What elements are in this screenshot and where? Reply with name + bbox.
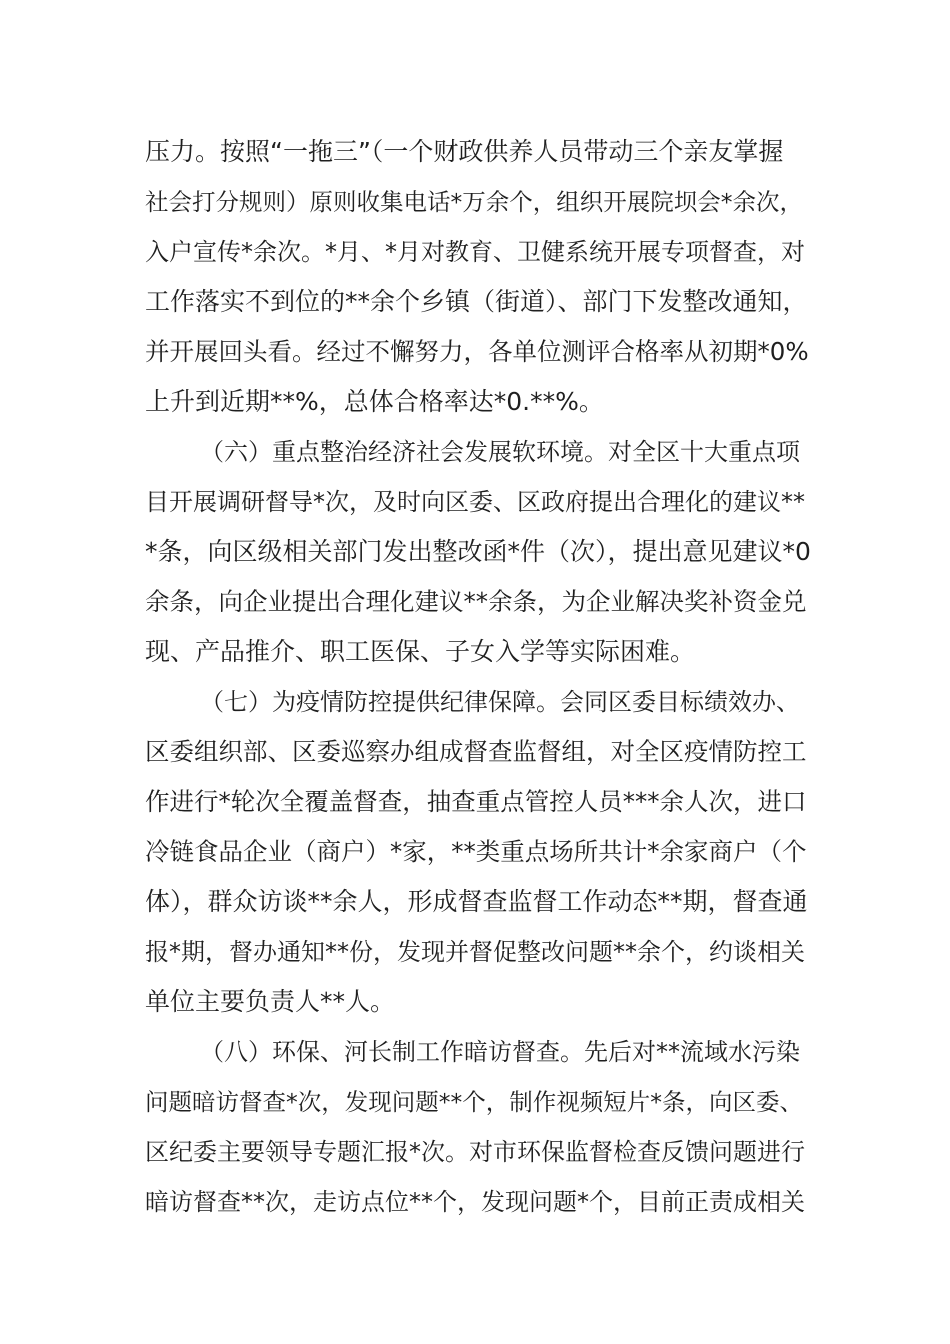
text-line: 上升到近期**%，总体合格率达*0.**%。 (145, 387, 604, 416)
text-line: 作进行*轮次全覆盖督查，抽查重点管控人员***余人次，进口 (145, 787, 807, 816)
text-line: 入户宣传*余次。*月、*月对教育、卫健系统开展专项督查，对 (145, 238, 805, 266)
text-line: 余条，向企业提出合理化建议**余条，为企业解决奖补资金兑 (145, 587, 807, 616)
text-line: 工作落实不到位的**余个乡镇（街道）、部门下发整改通知， (145, 287, 808, 316)
text-line: 社会打分规则）原则收集电话*万余个，组织开展院坝会*余次， (145, 188, 803, 216)
text-line: 报*期，督办通知**份，发现并督促整改问题**余个，约谈相关 (145, 938, 805, 966)
text-line: *条，向区级相关部门发出整改函*件（次），提出意见建议*0 (145, 537, 811, 566)
section-heading-line: （八）环保、河长制工作暗访督查。先后对**流域水污染 (200, 1038, 800, 1066)
text-line: 问题暗访督查*次，发现问题**个，制作视频短片*条，向区委、 (145, 1088, 803, 1116)
text-line: 单位主要负责人**人。 (145, 987, 396, 1016)
text-line: 压力。按照“一拖三”（一个财政供养人员带动三个亲友掌握 (145, 137, 784, 166)
text-line: 体），群众访谈**余人，形成督查监督工作动态**期，督查通 (145, 887, 808, 916)
text-line: 现、产品推介、职工医保、子女入学等实际困难。 (145, 637, 696, 666)
text-line: 区纪委主要领导专题汇报*次。对市环保监督检查反馈问题进行 (145, 1138, 805, 1166)
text-line: 区委组织部、区委巡察办组成督查监督组，对全区疫情防控工 (145, 737, 807, 766)
section-heading-line: （六）重点整治经济社会发展软环境。对全区十大重点项 (200, 438, 800, 466)
text-line: 暗访督查**次，走访点位**个，发现问题*个，目前正责成相关 (145, 1188, 805, 1216)
text-line: 并开展回头看。经过不懈努力，各单位测评合格率从初期*0% (145, 337, 809, 366)
text-line: 冷链食品企业（商户）*家，**类重点场所共计*余家商户（个 (145, 837, 807, 866)
text-line: 目开展调研督导*次，及时向区委、区政府提出合理化的建议** (145, 488, 805, 516)
section-heading-line: （七）为疫情防控提供纪律保障。会同区委目标绩效办、 (200, 688, 800, 716)
